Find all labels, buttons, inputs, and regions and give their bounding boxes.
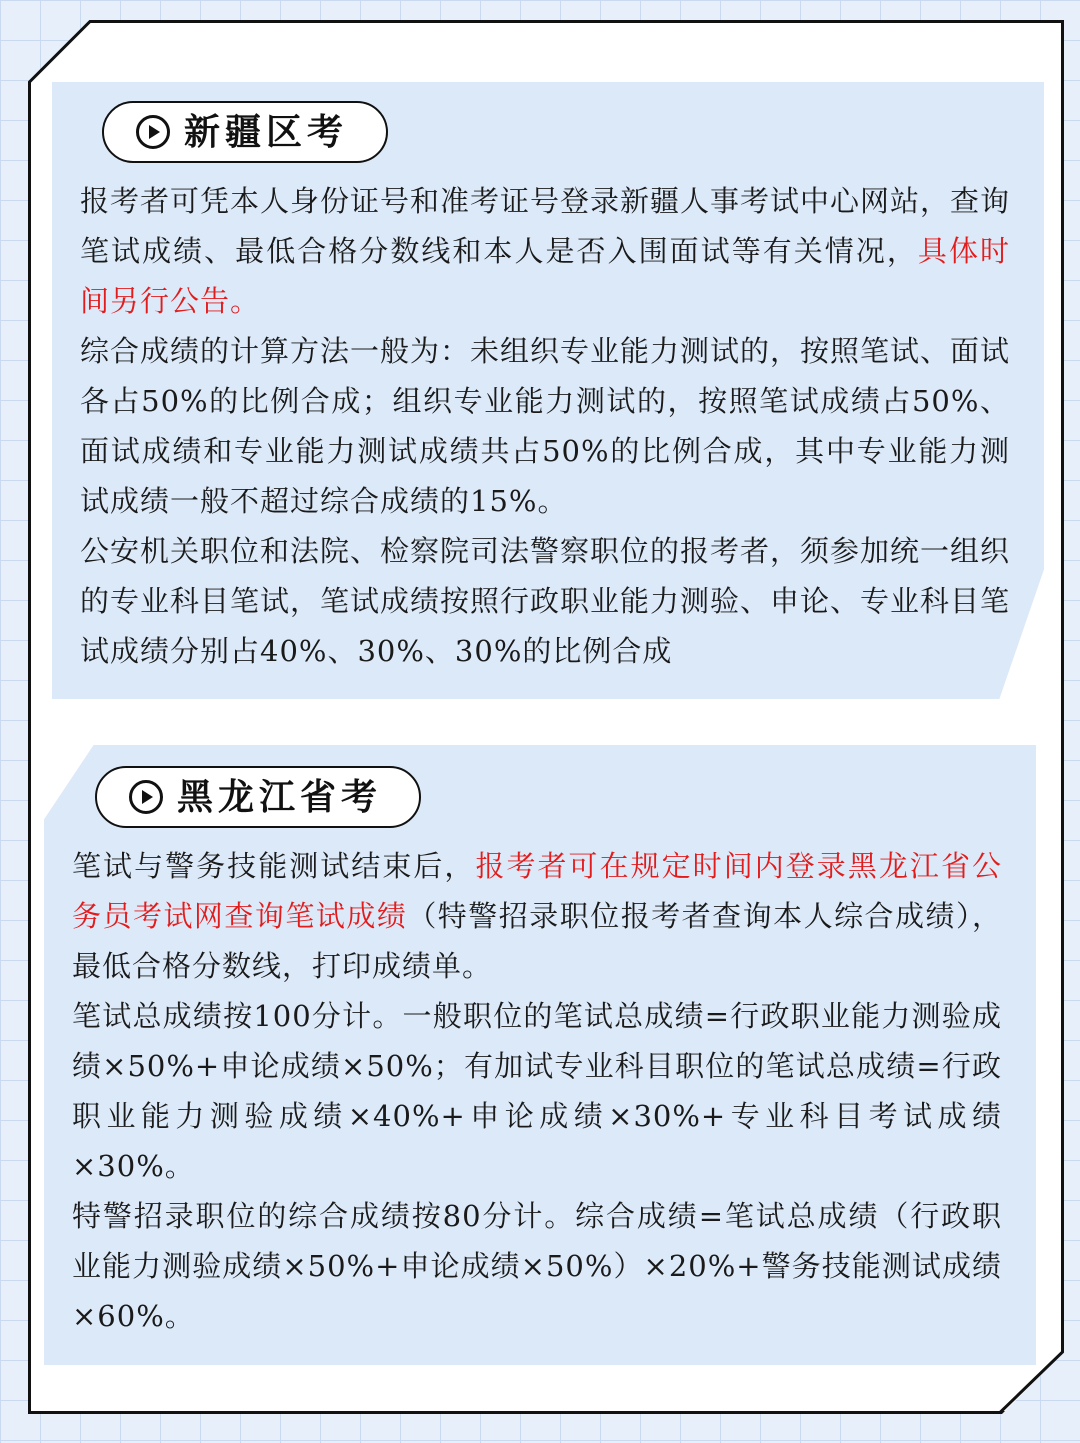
paragraph: 笔试与警务技能测试结束后，报考者可在规定时间内登录黑龙江省公务员考试网查询笔试成绩（特警招录职位报考者查询本人综合成绩），最低合格分数线，打印成绩单。 [72,849,1002,983]
highlight-text: 具体时间另行公告。 [80,234,1010,318]
play-circle-icon [136,115,170,149]
highlight-text: 报考者可在规定时间内登录黑龙江省公务员考试网查询笔试成绩 [72,849,1002,933]
section-body-xinjiang [80,176,1010,676]
paragraph: 综合成绩的计算方法一般为：未组织专业能力测试的，按照笔试、面试各占50%的比例合成；组织专业能力测试的，按照笔试成绩占50%、面试成绩和专业能力测试成绩共占50%的比例合成，其中专业能力测试成绩一般不超过综合成绩的15%。 [80,334,1011,518]
paragraph: 公安机关职位和法院、检察院司法警察职位的报考者，须参加统一组织的专业科目笔试，笔试成绩按照行政职业能力测验、申论、专业科目笔试成绩分别占40%、30%、30%的比例合成 [80,534,1011,668]
section-header-heilongjiang [95,766,421,828]
section-title: 新疆区考 [184,111,349,153]
section-header-xinjiang [102,101,388,163]
play-circle-icon [129,780,163,814]
paragraph: 特警招录职位的综合成绩按80分计。综合成绩=笔试总成绩（行政职业能力测验成绩×50%+申论成绩×50%）×20%+警务技能测试成绩×60%。 [72,1199,1002,1333]
paragraph: 笔试总成绩按100分计。一般职位的笔试总成绩=行政职业能力测验成绩×50%+申论成绩×50%；有加试专业科目职位的笔试总成绩=行政职业能力测验成绩×40%+申论成绩×30%+专业科目考试成绩×30%。 [72,999,1002,1183]
section-title: 黑龙江省考 [177,776,383,818]
section-body-heilongjiang [72,841,1002,1341]
paragraph: 报考者可凭本人身份证号和准考证号登录新疆人事考试中心网站，查询笔试成绩、最低合格分数线和本人是否入围面试等有关情况，具体时间另行公告。 [80,184,1011,318]
